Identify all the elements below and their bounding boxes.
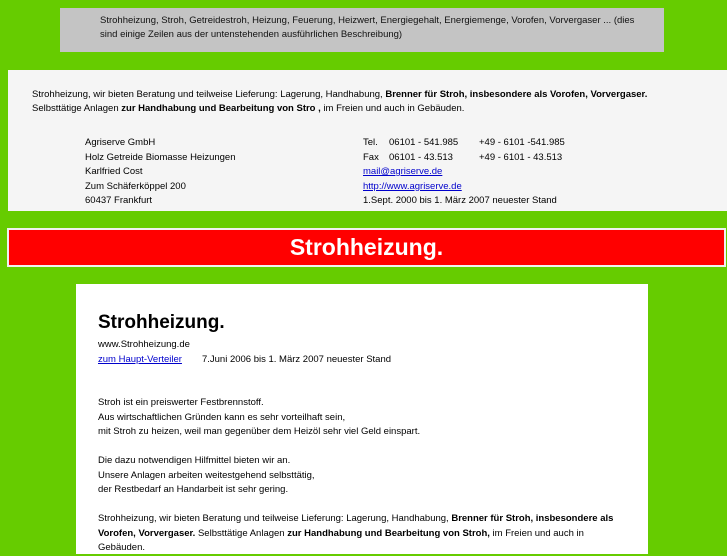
address-line: Holz Getreide Biomasse Heizungen xyxy=(85,151,236,163)
website-link[interactable]: http://www.agriserve.de xyxy=(363,180,462,192)
fax-row xyxy=(363,151,565,166)
main-content xyxy=(76,284,648,554)
address-line: Agriserve GmbH xyxy=(85,137,156,148)
tel-local: 06101 - 541.985 xyxy=(389,137,459,148)
intro-bold-1: Brenner für Stroh, insbesondere als Vorofen, Vorvergaser. xyxy=(385,89,648,100)
tel-label: Tel. xyxy=(363,137,378,148)
intro-bold-2: zur Handhabung und Bearbeitung von Stro , xyxy=(121,103,321,114)
nav-row xyxy=(98,353,626,368)
paragraph-equipment: Die dazu notwendigen Hilfmittel bieten wir an. Unsere Anlagen arbeiten weitestgehend selbsttätig, der Restbedarf an Handarbeit ist sehr gering. xyxy=(98,455,315,495)
address-line: 60437 Frankfurt xyxy=(85,195,153,206)
fax-local: 06101 - 43.513 xyxy=(389,151,453,163)
address-line: Karlfried Cost xyxy=(85,166,143,177)
address-line: Zum Schäferköppel 200 xyxy=(85,180,186,192)
tel-intl: +49 - 6101 -541.985 xyxy=(479,137,565,148)
fax-intl: +49 - 6101 - 43.513 xyxy=(479,151,563,163)
intro-text-1: Strohheizung, wir bieten Beratung und teilweise Lieferung: Lagerung, Handhabung, xyxy=(32,89,386,100)
site-name: www.Strohheizung.de xyxy=(98,339,190,350)
company-info-box xyxy=(8,70,727,211)
paragraph-fuel: Stroh ist ein preiswerter Festbrennstoff. Aus wirtschaftlichen Gründen kann es sehr vorteilhaft sein, mit Stroh zu heizen, weil man gegenüber dem Heizöl sehr viel Geld einspart. xyxy=(98,397,421,437)
fax-label: Fax xyxy=(363,151,379,163)
mail-link[interactable]: mail@agriserve.de xyxy=(363,166,443,177)
page-banner: Strohheizung. xyxy=(7,228,726,267)
intro-text-2: Selbsttätige Anlagen xyxy=(32,103,122,114)
paragraph-services: Strohheizung, wir bieten Beratung und teilweise Lieferung: Lagerung, Handhabung, Brenner für Stroh, insbesondere als Vorofen, Vorvergaser. Selbsttätige Anlagen zur Handhabung und Bearbeitung von Stroh, im Freien und auch in Gebäuden. xyxy=(98,513,614,553)
address-block xyxy=(85,136,236,209)
keywords-box xyxy=(60,8,664,52)
info-intro xyxy=(32,88,712,116)
keywords-text: Strohheizung, Stroh, Getreidestroh, Heizung, Feuerung, Heizwert, Energiegehalt, Energiemenge, Vorofen, Vorvergaser ... (dies sind einige Zeilen aus der untenstehenden ausführlichen Beschreibung) xyxy=(100,15,635,40)
page-title: Strohheizung. xyxy=(98,312,225,333)
page-date: 7.Juni 2006 bis 1. März 2007 neuester Stand xyxy=(201,353,392,365)
tel-row xyxy=(363,136,565,151)
validity-dates: 1.Sept. 2000 bis 1. März 2007 neuester Stand xyxy=(363,195,557,206)
main-index-link[interactable]: zum Haupt-Verteiler xyxy=(98,353,182,365)
contact-block xyxy=(363,136,565,209)
intro-text-3: im Freien und auch in Gebäuden. xyxy=(320,103,465,114)
